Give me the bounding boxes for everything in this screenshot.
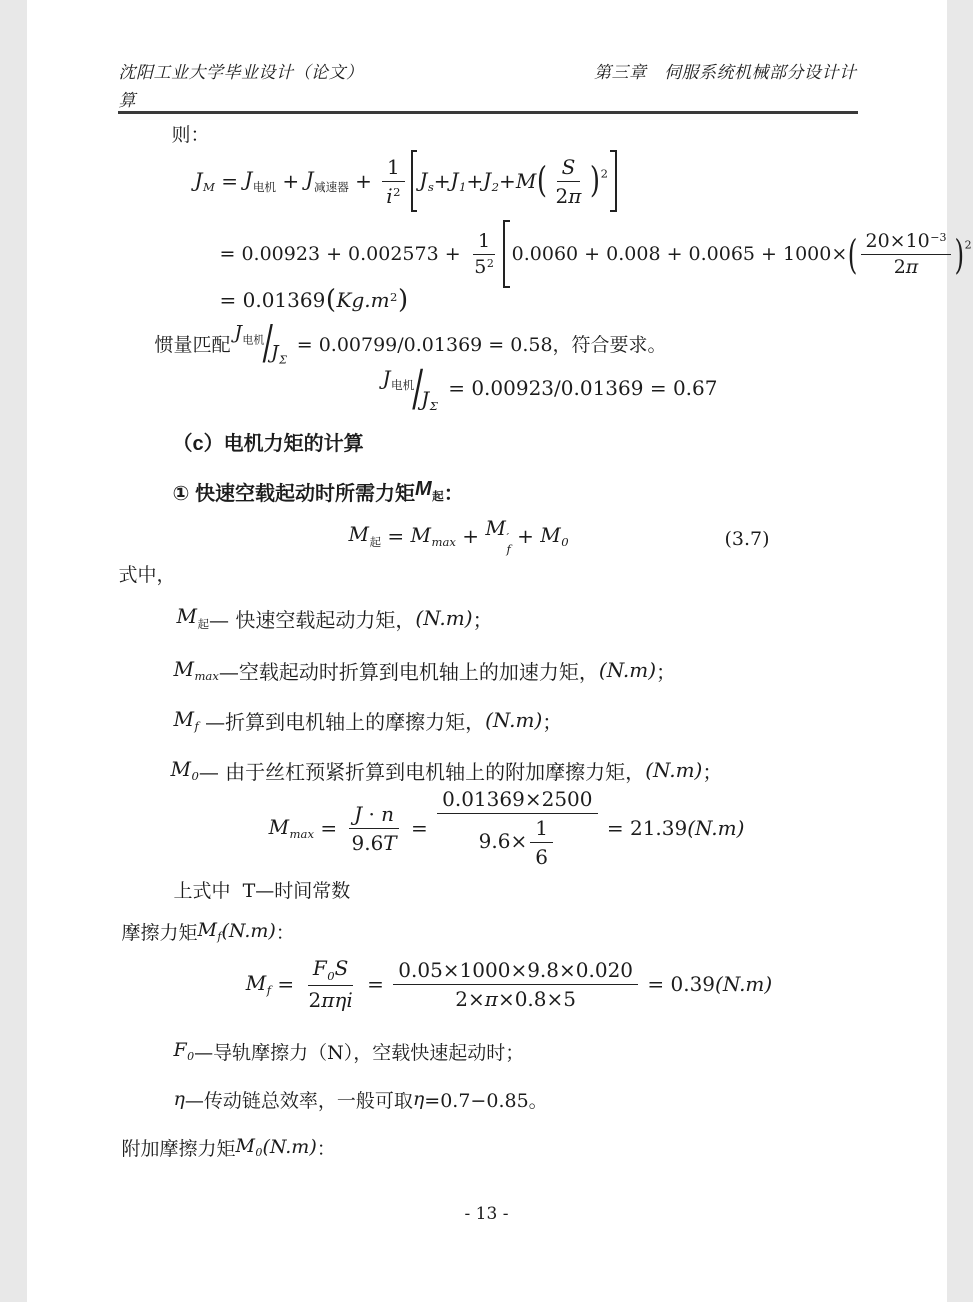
subscript: 1 bbox=[459, 180, 467, 195]
fraction-numerator bbox=[530, 816, 553, 843]
heading-start-torque bbox=[173, 474, 464, 508]
subscript: Σ bbox=[429, 399, 438, 414]
math-variable: J bbox=[382, 365, 391, 390]
bracket-group bbox=[589, 160, 608, 202]
subscript: 0 bbox=[191, 769, 199, 784]
math-text: ； bbox=[472, 607, 493, 632]
math-token-group bbox=[234, 322, 264, 347]
math-text: ； bbox=[656, 659, 677, 684]
superscript: ′ bbox=[506, 530, 510, 545]
math-text: 0.05×1000×9.8×0.020 bbox=[398, 957, 634, 982]
math-text: + bbox=[433, 169, 451, 193]
def-m-f bbox=[174, 700, 563, 740]
header-wrap-char: 算 bbox=[118, 91, 136, 111]
fraction-numerator bbox=[557, 155, 581, 182]
math-token-group bbox=[174, 1039, 195, 1063]
math-text: = bbox=[214, 169, 245, 193]
math-text: ×0.8×5 bbox=[497, 986, 576, 1011]
fraction-denominator bbox=[530, 843, 553, 869]
math-variable: J bbox=[421, 386, 430, 411]
math-token-group bbox=[236, 1135, 263, 1159]
formula-mmax bbox=[117, 782, 857, 874]
math-text: —导轨摩擦力（N），空载快速起动时； bbox=[194, 1041, 525, 1064]
fraction-denominator bbox=[346, 829, 401, 855]
math-variable: (N.m) bbox=[687, 816, 745, 840]
bracket-group bbox=[536, 160, 547, 202]
math-token-group bbox=[421, 387, 438, 414]
left-square-bracket bbox=[411, 150, 418, 212]
math-token-group bbox=[244, 167, 276, 195]
subscript: max bbox=[431, 535, 456, 550]
right-paren: ) bbox=[397, 285, 409, 315]
fraction-denominator bbox=[381, 182, 405, 208]
superscript: 2 bbox=[390, 289, 398, 304]
math-variable: π bbox=[568, 183, 582, 208]
fraction-numerator bbox=[393, 958, 638, 985]
subscript: max bbox=[289, 827, 314, 842]
math-text: — 快速空载起动力矩， bbox=[209, 607, 416, 632]
math-token-group bbox=[483, 168, 499, 195]
math-variable: J bbox=[244, 167, 253, 192]
math-variable: S bbox=[334, 956, 349, 981]
skew-numerator bbox=[383, 366, 415, 394]
def-eta bbox=[174, 1080, 548, 1118]
bracket-group bbox=[847, 230, 858, 278]
subscript: 电机 bbox=[390, 378, 415, 393]
math-variable: M bbox=[540, 522, 561, 547]
skew-denominator bbox=[271, 342, 287, 366]
math-variable: η bbox=[412, 1088, 425, 1110]
math-token-group bbox=[174, 657, 219, 684]
math-variable: S bbox=[561, 154, 576, 179]
superscript: 2 bbox=[486, 257, 494, 271]
subscript: 0 bbox=[187, 1050, 195, 1064]
bracket-exponent: 2 bbox=[600, 166, 608, 181]
math-text: · bbox=[362, 801, 382, 826]
fraction-numerator bbox=[437, 787, 597, 814]
math-variable: J bbox=[271, 341, 279, 364]
math-text: 6 bbox=[535, 845, 548, 869]
math-token-group bbox=[198, 919, 222, 943]
math-text: + bbox=[455, 524, 486, 548]
math-token-group bbox=[174, 707, 199, 734]
math-text: 2 bbox=[555, 183, 569, 208]
math-variable: J bbox=[194, 167, 203, 192]
math-token-group bbox=[386, 184, 400, 208]
math-token-group bbox=[246, 971, 271, 998]
formula-inertia-result bbox=[220, 281, 409, 319]
para-time-constant: 上式中 T—时间常数 bbox=[173, 880, 351, 902]
math-text: —传动链总效率，一般可取 bbox=[184, 1089, 413, 1112]
math-text: = 0.39 bbox=[641, 972, 716, 996]
para-friction-torque-title bbox=[122, 912, 295, 950]
subscript: 减速器 bbox=[314, 179, 349, 194]
bracket-group bbox=[954, 230, 972, 278]
math-text: = 0.01369 bbox=[219, 288, 326, 312]
bracket-group bbox=[501, 220, 511, 288]
skew-fraction bbox=[382, 358, 438, 418]
math-text: + bbox=[510, 524, 541, 548]
math-variable: (N.m) bbox=[262, 1136, 317, 1158]
math-token-group bbox=[269, 815, 314, 842]
math-text: ； bbox=[702, 759, 723, 784]
subscript: 0 bbox=[327, 968, 335, 983]
page-header bbox=[119, 58, 857, 83]
fraction-denominator bbox=[889, 255, 923, 279]
right-paren: ) bbox=[589, 160, 601, 202]
subscript: max bbox=[194, 669, 219, 684]
math-variable: M bbox=[173, 656, 194, 681]
left-paren: ( bbox=[325, 285, 336, 315]
math-token-group bbox=[171, 757, 199, 784]
math-text: = 0.00923/0.01369 = 0.67 bbox=[441, 376, 718, 400]
math-variable: π bbox=[484, 986, 498, 1011]
math-text: = bbox=[360, 972, 391, 996]
math-text: 1 bbox=[478, 229, 491, 252]
fraction-denominator bbox=[550, 182, 586, 208]
subscript: 2 bbox=[491, 180, 500, 195]
fraction-numerator bbox=[861, 230, 951, 255]
math-variable: J bbox=[305, 167, 314, 192]
def-m-start bbox=[177, 598, 493, 638]
subscript: f bbox=[217, 930, 222, 944]
math-variable: n bbox=[381, 801, 395, 826]
fraction-numerator bbox=[473, 230, 495, 255]
math-variable: M bbox=[410, 522, 432, 547]
math-variable: T bbox=[383, 830, 397, 855]
math-variable: (N.m) bbox=[598, 658, 657, 682]
math-token-group bbox=[177, 604, 210, 632]
math-text: —空载起动时折算到电机轴上的加速力矩， bbox=[218, 659, 599, 684]
subscript: f bbox=[266, 983, 272, 998]
math-text: ： bbox=[316, 1137, 336, 1160]
math-token-group bbox=[195, 168, 215, 195]
math-text: + bbox=[348, 169, 379, 193]
math-text: + bbox=[499, 169, 516, 193]
subscript: 电机 bbox=[252, 179, 277, 194]
heading-motor-torque: （c）电机力矩的计算 bbox=[172, 433, 364, 455]
fraction bbox=[437, 787, 597, 869]
math-token-group bbox=[313, 956, 335, 983]
fraction-numerator bbox=[382, 155, 405, 182]
math-variable: M bbox=[268, 814, 290, 839]
def-f0 bbox=[174, 1032, 525, 1070]
left-paren: ( bbox=[847, 230, 858, 278]
formula-mf bbox=[117, 946, 857, 1022]
math-text: = 0.00799/0.01369 = 0.58，符合要求。 bbox=[290, 333, 667, 356]
math-text: 0.01369×2500 bbox=[442, 787, 593, 811]
math-text: = 21.39 bbox=[600, 816, 688, 840]
fraction bbox=[393, 958, 638, 1011]
header-divider bbox=[118, 111, 858, 114]
fraction bbox=[530, 816, 553, 869]
math-text: ： bbox=[275, 921, 295, 944]
math-text: = bbox=[381, 524, 411, 548]
para-where: 式中， bbox=[118, 564, 176, 586]
math-variable: M bbox=[515, 169, 537, 193]
math-text: —折算到电机轴上的摩擦力矩， bbox=[198, 709, 486, 734]
fraction-slash: / bbox=[262, 315, 273, 371]
math-text: = 0.00923 + 0.002573 + bbox=[219, 243, 467, 265]
math-text: = bbox=[271, 972, 301, 996]
math-text: — 由于丝杠预紧折算到电机轴上的附加摩擦力矩， bbox=[198, 759, 646, 784]
fraction bbox=[346, 802, 401, 855]
header-left-title: 沈阳工业大学毕业设计（论文） bbox=[118, 63, 364, 83]
fraction-denominator bbox=[474, 814, 561, 869]
math-text: 附加摩擦力矩 bbox=[121, 1137, 236, 1160]
math-variable: M bbox=[173, 706, 194, 731]
math-variable: F bbox=[173, 1038, 187, 1061]
math-text: ； bbox=[542, 709, 563, 734]
math-variable: M bbox=[170, 756, 191, 781]
math-variable: πηi bbox=[321, 987, 353, 1012]
math-variable: π bbox=[905, 256, 919, 279]
bracket-exponent: 2 bbox=[964, 238, 972, 252]
fraction-numerator bbox=[349, 802, 399, 829]
bracket-group bbox=[409, 150, 420, 212]
fraction bbox=[470, 230, 499, 279]
math-variable: F bbox=[312, 956, 327, 981]
formula-inertia-ratio2 bbox=[379, 360, 718, 416]
superscript: 2 bbox=[393, 185, 401, 200]
fraction-numerator bbox=[308, 956, 353, 986]
math-variable: M bbox=[485, 516, 506, 541]
math-variable: M bbox=[245, 970, 267, 995]
math-text: = bbox=[404, 816, 435, 840]
math-text: =0.7−0.85。 bbox=[424, 1089, 548, 1112]
superscript: −3 bbox=[930, 230, 947, 244]
math-token-group bbox=[485, 516, 510, 555]
subscript: f bbox=[194, 719, 199, 734]
fraction bbox=[550, 155, 586, 208]
math-variable: J bbox=[419, 167, 428, 192]
math-text: 9.6 bbox=[351, 830, 384, 855]
math-variable: (N.m) bbox=[221, 920, 276, 942]
left-square-bracket bbox=[503, 220, 509, 288]
math-text: 2× bbox=[455, 986, 485, 1011]
subscript: f bbox=[506, 542, 511, 557]
math-text: ： bbox=[443, 482, 464, 505]
math-token-group bbox=[337, 288, 398, 312]
math-variable: Kg.m bbox=[336, 288, 390, 312]
math-token-group bbox=[419, 168, 433, 195]
left-paren: ( bbox=[536, 160, 547, 202]
skew-numerator bbox=[234, 322, 264, 347]
fraction-denominator bbox=[450, 985, 581, 1011]
math-text: 1 bbox=[535, 816, 548, 840]
fraction-slash: / bbox=[412, 358, 424, 418]
math-variable: M bbox=[348, 522, 369, 547]
math-token-group bbox=[383, 366, 415, 394]
page-number: - 13 - bbox=[464, 1204, 509, 1224]
math-variable: J bbox=[450, 167, 459, 192]
math-token-group bbox=[451, 168, 467, 195]
fraction bbox=[381, 155, 405, 208]
subscript: 0 bbox=[561, 535, 569, 550]
subscript: 起 bbox=[369, 534, 382, 549]
math-token-group bbox=[271, 342, 287, 366]
math-variable: (N.m) bbox=[715, 972, 773, 996]
math-variable: M bbox=[176, 604, 197, 629]
math-text: 9.6× bbox=[478, 829, 528, 853]
subscript: 0 bbox=[255, 1146, 263, 1160]
math-token-group bbox=[474, 256, 494, 278]
subscript: 起 bbox=[432, 489, 444, 503]
equation-number: (3.7) bbox=[724, 528, 770, 550]
right-paren: ) bbox=[954, 230, 965, 278]
math-text: 摩擦力矩 bbox=[121, 921, 198, 944]
right-square-bracket bbox=[610, 150, 617, 212]
math-token-group bbox=[415, 478, 444, 504]
para-additional-friction-title bbox=[122, 1128, 336, 1166]
def-m-max bbox=[174, 650, 677, 690]
subscript: 电机 bbox=[242, 333, 265, 347]
math-token-group bbox=[306, 167, 349, 195]
math-text: 惯量匹配 bbox=[154, 333, 231, 356]
math-variable: J bbox=[354, 801, 363, 826]
subscript: Σ bbox=[279, 353, 287, 367]
subscript: s bbox=[427, 180, 434, 195]
para-then: 则： bbox=[171, 124, 210, 146]
skew-fraction bbox=[234, 315, 287, 371]
math-text: ① 快速空载起动时所需力矩 bbox=[172, 482, 415, 505]
math-text: + bbox=[276, 169, 306, 193]
skew-denominator bbox=[421, 387, 438, 414]
math-token-group bbox=[540, 523, 568, 550]
math-variable: (N.m) bbox=[485, 708, 543, 732]
math-variable: M bbox=[415, 478, 432, 501]
math-text: + bbox=[466, 169, 484, 193]
bracket-group bbox=[325, 285, 336, 315]
bracket-group bbox=[608, 150, 619, 212]
formula-inertia-symbolic bbox=[195, 143, 619, 219]
math-text: 0.0060 + 0.008 + 0.0065 + 1000× bbox=[511, 243, 848, 265]
document-page bbox=[27, 0, 972, 1302]
subscript: 起 bbox=[197, 616, 210, 631]
math-variable: i bbox=[386, 183, 393, 208]
fraction-denominator bbox=[470, 255, 499, 279]
math-text: 2 bbox=[893, 256, 906, 279]
math-token-group bbox=[411, 523, 456, 550]
math-variable: M bbox=[197, 918, 217, 941]
bracket-group bbox=[397, 285, 408, 315]
fraction bbox=[861, 230, 951, 279]
math-token-group bbox=[349, 522, 382, 550]
math-variable: η bbox=[173, 1088, 185, 1110]
fraction bbox=[304, 956, 358, 1012]
math-text: = bbox=[314, 816, 344, 840]
math-variable: (N.m) bbox=[415, 606, 473, 630]
math-text: 5 bbox=[474, 256, 487, 279]
math-text: 1 bbox=[387, 154, 400, 179]
formula-eq37 bbox=[349, 516, 569, 556]
fraction-denominator bbox=[304, 986, 358, 1012]
math-text: 20×10 bbox=[865, 229, 930, 252]
math-variable: J bbox=[483, 167, 492, 192]
header-right-chapter: 第三章 伺服系统机械部分设计计 bbox=[594, 63, 857, 83]
math-variable: M bbox=[235, 1134, 255, 1157]
math-token-group bbox=[866, 230, 947, 252]
math-text: 2 bbox=[308, 987, 322, 1012]
subscript: M bbox=[202, 180, 215, 195]
math-variable: J bbox=[234, 322, 242, 345]
math-variable: (N.m) bbox=[645, 758, 703, 782]
